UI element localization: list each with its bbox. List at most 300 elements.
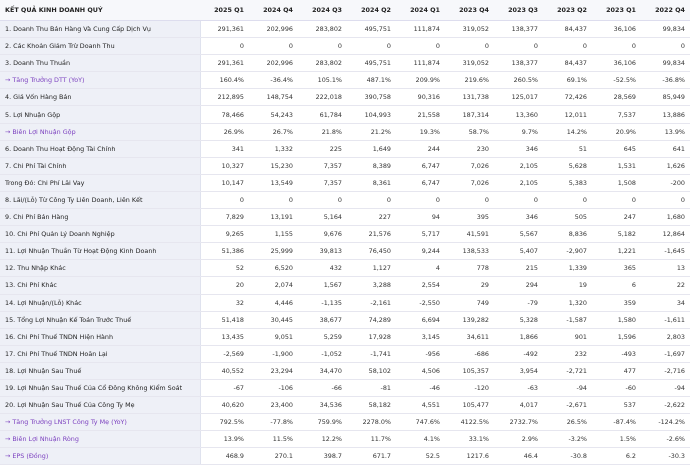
table-body — [0, 21, 690, 465]
table-cell: 6,747 — [396, 174, 445, 191]
table-cell: 0 — [592, 38, 641, 55]
table-cell: 3,288 — [347, 277, 396, 294]
table-cell: -36.4% — [249, 72, 298, 89]
table-cell: 6,747 — [396, 157, 445, 174]
table-cell: 138,377 — [494, 55, 543, 72]
table-cell: -493 — [592, 345, 641, 362]
table-cell: -106 — [249, 379, 298, 396]
table-row — [0, 311, 690, 328]
table-cell: 139,282 — [445, 311, 494, 328]
table-cell: -2,671 — [543, 397, 592, 414]
table-cell: 1,567 — [298, 277, 347, 294]
table-cell: 8,389 — [347, 157, 396, 174]
table-cell: -79 — [494, 294, 543, 311]
table-cell: -67 — [200, 379, 249, 396]
table-cell: 13,886 — [641, 106, 690, 123]
table-cell: 5,164 — [298, 209, 347, 226]
table-cell: 34,611 — [445, 328, 494, 345]
table-cell: 0 — [347, 191, 396, 208]
table-cell: -66 — [298, 379, 347, 396]
table-cell: 4122.5% — [445, 414, 494, 431]
table-cell: 8,361 — [347, 174, 396, 191]
table-cell: 4,506 — [396, 362, 445, 379]
row-label: Trong Đó: Chi Phí Lãi Vay — [0, 174, 200, 191]
table-cell: -1,052 — [298, 345, 347, 362]
table-cell: 40,552 — [200, 362, 249, 379]
table-cell: 7,357 — [298, 174, 347, 191]
table-cell: 2278.0% — [347, 414, 396, 431]
table-cell: 34,470 — [298, 362, 347, 379]
table-cell: 84,437 — [543, 21, 592, 38]
table-cell: 104,993 — [347, 106, 396, 123]
table-cell: 6 — [592, 277, 641, 294]
table-cell: 105.1% — [298, 72, 347, 89]
table-cell: 359 — [592, 294, 641, 311]
table-cell: 36,106 — [592, 21, 641, 38]
table-cell: 19 — [543, 277, 592, 294]
row-label: 18. Lợi Nhuận Sau Thuế — [0, 362, 200, 379]
column-header[interactable]: 2023 Q1 — [592, 0, 641, 21]
table-row — [0, 209, 690, 226]
table-cell: 9,051 — [249, 328, 298, 345]
table-row — [0, 38, 690, 55]
row-label: → Biên Lợi Nhuận Ròng — [0, 431, 200, 448]
table-cell: 225 — [298, 140, 347, 157]
table-cell: 40,620 — [200, 397, 249, 414]
table-row — [0, 328, 690, 345]
table-row — [0, 174, 690, 191]
table-cell: 41,591 — [445, 226, 494, 243]
table-cell: 283,802 — [298, 55, 347, 72]
table-row — [0, 226, 690, 243]
table-cell: 291,361 — [200, 55, 249, 72]
table-cell: 20.9% — [592, 123, 641, 140]
table-cell: 51,386 — [200, 243, 249, 260]
metric-row — [0, 72, 690, 89]
table-cell: 0 — [543, 38, 592, 55]
table-cell: 34 — [641, 294, 690, 311]
table-cell: 13 — [641, 260, 690, 277]
table-cell: 495,751 — [347, 55, 396, 72]
table-cell: 9.7% — [494, 123, 543, 140]
table-cell: 398.7 — [298, 448, 347, 465]
table-cell: 13,191 — [249, 209, 298, 226]
table-cell: 219.6% — [445, 72, 494, 89]
table-cell: 14.2% — [543, 123, 592, 140]
table-cell: 13,360 — [494, 106, 543, 123]
row-label: 11. Lợi Nhuận Thuần Từ Hoạt Động Kinh Doanh — [0, 243, 200, 260]
table-header-row — [0, 0, 690, 21]
column-header[interactable]: 2024 Q1 — [396, 0, 445, 21]
table-cell: -200 — [641, 174, 690, 191]
table-cell: -30.3 — [641, 448, 690, 465]
table-row — [0, 294, 690, 311]
table-cell: 346 — [494, 209, 543, 226]
table-cell: -94 — [641, 379, 690, 396]
table-cell: 25,999 — [249, 243, 298, 260]
table-row — [0, 106, 690, 123]
table-cell: 2,105 — [494, 174, 543, 191]
column-header[interactable]: 2024 Q4 — [249, 0, 298, 21]
table-cell: 0 — [249, 191, 298, 208]
table-cell: 209.9% — [396, 72, 445, 89]
table-cell: 270.1 — [249, 448, 298, 465]
table-cell: 4,446 — [249, 294, 298, 311]
table-cell: 0 — [200, 38, 249, 55]
table-cell: 0 — [396, 191, 445, 208]
table-cell: 1,626 — [641, 157, 690, 174]
table-cell: -36.8% — [641, 72, 690, 89]
table-cell: 0 — [396, 38, 445, 55]
table-cell: -46 — [396, 379, 445, 396]
table-cell: 212,895 — [200, 89, 249, 106]
table-cell: 38,677 — [298, 311, 347, 328]
table-cell: 21.2% — [347, 123, 396, 140]
table-cell: 84,437 — [543, 55, 592, 72]
row-label: 1. Doanh Thu Bán Hàng Và Cung Cấp Dịch Vụ — [0, 21, 200, 38]
row-label: → Tăng Trưởng LNST Công Ty Mẹ (YoY) — [0, 414, 200, 431]
table-cell: 76,450 — [347, 243, 396, 260]
table-cell: 0 — [641, 191, 690, 208]
table-cell: 537 — [592, 397, 641, 414]
table-cell: 2,803 — [641, 328, 690, 345]
table-cell: 111,874 — [396, 55, 445, 72]
table-cell: 17,928 — [347, 328, 396, 345]
table-row — [0, 243, 690, 260]
table-cell: 39,813 — [298, 243, 347, 260]
row-label: → Tăng Trưởng DTT (YoY) — [0, 72, 200, 89]
table-cell: 15,230 — [249, 157, 298, 174]
table-row — [0, 397, 690, 414]
row-label: 16. Chi Phí Thuế TNDN Hiện Hành — [0, 328, 200, 345]
table-cell: -2,569 — [200, 345, 249, 362]
row-label: 14. Lợi Nhuận/(Lỗ) Khác — [0, 294, 200, 311]
table-row — [0, 362, 690, 379]
table-cell: -956 — [396, 345, 445, 362]
table-cell: 105,477 — [445, 397, 494, 414]
table-cell: 58,182 — [347, 397, 396, 414]
column-header[interactable]: 2023 Q2 — [543, 0, 592, 21]
table-cell: 21.8% — [298, 123, 347, 140]
table-cell: 7,026 — [445, 157, 494, 174]
table-cell: 28,569 — [592, 89, 641, 106]
row-label: 4. Giá Vốn Hàng Bán — [0, 89, 200, 106]
row-label: 8. Lãi/(Lỗ) Từ Công Ty Liên Doanh, Liên Kết — [0, 191, 200, 208]
table-cell: 33.1% — [445, 431, 494, 448]
row-label: 12. Thu Nhập Khác — [0, 260, 200, 277]
table-cell: -3.2% — [543, 431, 592, 448]
row-label: 17. Chi Phí Thuế TNDN Hoãn Lại — [0, 345, 200, 362]
table-cell: 319,052 — [445, 55, 494, 72]
table-cell: 26.9% — [200, 123, 249, 140]
table-cell: 477 — [592, 362, 641, 379]
table-cell: 0 — [249, 38, 298, 55]
table-cell: 260.5% — [494, 72, 543, 89]
table-cell: 78,466 — [200, 106, 249, 123]
table-cell: 1,649 — [347, 140, 396, 157]
table-cell: 5,182 — [592, 226, 641, 243]
table-cell: 432 — [298, 260, 347, 277]
table-cell: 1,155 — [249, 226, 298, 243]
row-label: 9. Chi Phí Bán Hàng — [0, 209, 200, 226]
table-cell: 792.5% — [200, 414, 249, 431]
table-cell: -1,587 — [543, 311, 592, 328]
table-cell: 294 — [494, 277, 543, 294]
table-cell: 5,567 — [494, 226, 543, 243]
table-cell: 23,294 — [249, 362, 298, 379]
table-cell: 74,289 — [347, 311, 396, 328]
table-cell: 9,265 — [200, 226, 249, 243]
row-label: 6. Doanh Thu Hoạt Động Tài Chính — [0, 140, 200, 157]
row-label: 10. Chi Phí Quản Lý Doanh Nghiệp — [0, 226, 200, 243]
table-cell: 131,738 — [445, 89, 494, 106]
table-cell: 227 — [347, 209, 396, 226]
table-cell: 1,320 — [543, 294, 592, 311]
metric-row — [0, 431, 690, 448]
table-cell: 749 — [445, 294, 494, 311]
table-cell: 29 — [445, 277, 494, 294]
table-cell: 125,017 — [494, 89, 543, 106]
row-label: 20. Lợi Nhuận Sau Thuế Của Công Ty Mẹ — [0, 397, 200, 414]
table-cell: 1,339 — [543, 260, 592, 277]
table-cell: 46.4 — [494, 448, 543, 465]
table-cell: 0 — [641, 38, 690, 55]
table-cell: 138,377 — [494, 21, 543, 38]
table-cell: 36,106 — [592, 55, 641, 72]
table-cell: -63 — [494, 379, 543, 396]
metric-row — [0, 448, 690, 465]
table-cell: 85,949 — [641, 89, 690, 106]
table-cell: 12,864 — [641, 226, 690, 243]
table-cell: 1217.6 — [445, 448, 494, 465]
table-cell: 1,866 — [494, 328, 543, 345]
table-cell: 4,017 — [494, 397, 543, 414]
table-cell: 319,052 — [445, 21, 494, 38]
table-cell: 5,259 — [298, 328, 347, 345]
table-cell: -77.8% — [249, 414, 298, 431]
table-cell: 2,554 — [396, 277, 445, 294]
table-cell: -94 — [543, 379, 592, 396]
table-cell: 20 — [200, 277, 249, 294]
table-cell: 341 — [200, 140, 249, 157]
table-cell: 72,426 — [543, 89, 592, 106]
table-cell: 61,784 — [298, 106, 347, 123]
table-cell: 390,758 — [347, 89, 396, 106]
row-label: 7. Chi Phí Tài Chính — [0, 157, 200, 174]
table-row — [0, 277, 690, 294]
table-cell: 1,580 — [592, 311, 641, 328]
table-cell: -2,622 — [641, 397, 690, 414]
row-label: 15. Tổng Lợi Nhuận Kế Toán Trước Thuế — [0, 311, 200, 328]
table-row — [0, 140, 690, 157]
table-cell: -1,645 — [641, 243, 690, 260]
table-cell: 13,549 — [249, 174, 298, 191]
table-row — [0, 345, 690, 362]
table-cell: 160.4% — [200, 72, 249, 89]
row-label: 2. Các Khoản Giảm Trừ Doanh Thu — [0, 38, 200, 55]
table-cell: 5,328 — [494, 311, 543, 328]
table-cell: 10,147 — [200, 174, 249, 191]
table-cell: 187,314 — [445, 106, 494, 123]
table-cell: 52.5 — [396, 448, 445, 465]
table-cell: 51 — [543, 140, 592, 157]
table-cell: 6,694 — [396, 311, 445, 328]
table-cell: 138,533 — [445, 243, 494, 260]
table-cell: 291,361 — [200, 21, 249, 38]
table-cell: 54,243 — [249, 106, 298, 123]
table-cell: 10,327 — [200, 157, 249, 174]
table-cell: 7,357 — [298, 157, 347, 174]
table-cell: 5,717 — [396, 226, 445, 243]
table-cell: 230 — [445, 140, 494, 157]
table-cell: 0 — [494, 38, 543, 55]
table-cell: 0 — [592, 191, 641, 208]
table-cell: 0 — [543, 191, 592, 208]
table-cell: 3,145 — [396, 328, 445, 345]
column-header[interactable]: 2024 Q2 — [347, 0, 396, 21]
table-cell: 232 — [543, 345, 592, 362]
table-cell: 495,751 — [347, 21, 396, 38]
table-cell: 34,536 — [298, 397, 347, 414]
table-cell: 283,802 — [298, 21, 347, 38]
table-cell: 2732.7% — [494, 414, 543, 431]
table-cell: 365 — [592, 260, 641, 277]
table-cell: -686 — [445, 345, 494, 362]
table-cell: 1,508 — [592, 174, 641, 191]
row-label: 13. Chi Phí Khác — [0, 277, 200, 294]
table-cell: 6,520 — [249, 260, 298, 277]
table-cell: -87.4% — [592, 414, 641, 431]
table-cell: 215 — [494, 260, 543, 277]
column-header[interactable]: 2022 Q4 — [641, 0, 690, 21]
table-cell: 2.9% — [494, 431, 543, 448]
table-cell: 13,435 — [200, 328, 249, 345]
table-cell: 9,676 — [298, 226, 347, 243]
table-cell: 9,244 — [396, 243, 445, 260]
table-cell: -2,721 — [543, 362, 592, 379]
table-row — [0, 157, 690, 174]
table-cell: 4,551 — [396, 397, 445, 414]
table-cell: 0 — [298, 38, 347, 55]
table-cell: 641 — [641, 140, 690, 157]
table-cell: 4.1% — [396, 431, 445, 448]
table-cell: 759.9% — [298, 414, 347, 431]
table-cell: -2,550 — [396, 294, 445, 311]
column-header[interactable]: 2024 Q3 — [298, 0, 347, 21]
table-cell: 1,221 — [592, 243, 641, 260]
table-cell: 21,576 — [347, 226, 396, 243]
table-cell: 671.7 — [347, 448, 396, 465]
table-cell: 99,834 — [641, 21, 690, 38]
row-label: 5. Lợi Nhuận Gộp — [0, 106, 200, 123]
metric-row — [0, 414, 690, 431]
table-cell: 26.7% — [249, 123, 298, 140]
table-cell: -81 — [347, 379, 396, 396]
table-cell: -1,611 — [641, 311, 690, 328]
table-cell: 90,316 — [396, 89, 445, 106]
table-cell: -492 — [494, 345, 543, 362]
table-row — [0, 55, 690, 72]
table-cell: -1,135 — [298, 294, 347, 311]
table-cell: 0 — [200, 191, 249, 208]
table-cell: 1.5% — [592, 431, 641, 448]
row-label: 19. Lợi Nhuận Sau Thuế Của Cổ Đông Không Kiểm Soát — [0, 379, 200, 396]
table-cell: 26.5% — [543, 414, 592, 431]
table-cell: 148,754 — [249, 89, 298, 106]
table-cell: 247 — [592, 209, 641, 226]
table-cell: 202,996 — [249, 55, 298, 72]
table-cell: 645 — [592, 140, 641, 157]
table-cell: 1,127 — [347, 260, 396, 277]
column-header[interactable]: 2025 Q1 — [200, 0, 249, 21]
table-cell: 7,026 — [445, 174, 494, 191]
table-cell: 2,074 — [249, 277, 298, 294]
row-label: 3. Doanh Thu Thuần — [0, 55, 200, 72]
table-cell: 7,537 — [592, 106, 641, 123]
table-cell: 52 — [200, 260, 249, 277]
table-cell: -124.2% — [641, 414, 690, 431]
column-header[interactable]: 2023 Q4 — [445, 0, 494, 21]
table-cell: 747.6% — [396, 414, 445, 431]
table-cell: 0 — [298, 191, 347, 208]
table-cell: 30,445 — [249, 311, 298, 328]
table-cell: -1,900 — [249, 345, 298, 362]
table-cell: 778 — [445, 260, 494, 277]
table-cell: 23,400 — [249, 397, 298, 414]
table-cell: 11.5% — [249, 431, 298, 448]
table-cell: 1,332 — [249, 140, 298, 157]
table-cell: 1,531 — [592, 157, 641, 174]
table-cell: 58,102 — [347, 362, 396, 379]
row-label: → EPS (Đồng) — [0, 448, 200, 465]
table-cell: 0 — [445, 38, 494, 55]
table-cell: -52.5% — [592, 72, 641, 89]
table-cell: -60 — [592, 379, 641, 396]
table-cell: -1,741 — [347, 345, 396, 362]
table-cell: 7,829 — [200, 209, 249, 226]
table-cell: 21,558 — [396, 106, 445, 123]
table-cell: 222,018 — [298, 89, 347, 106]
table-cell: 12,011 — [543, 106, 592, 123]
table-cell: 5,407 — [494, 243, 543, 260]
table-cell: -30.8 — [543, 448, 592, 465]
table-cell: 395 — [445, 209, 494, 226]
table-cell: 111,874 — [396, 21, 445, 38]
table-cell: 202,996 — [249, 21, 298, 38]
table-cell: 69.1% — [543, 72, 592, 89]
table-cell: 5,383 — [543, 174, 592, 191]
table-cell: 94 — [396, 209, 445, 226]
table-cell: -1,697 — [641, 345, 690, 362]
table-cell: 505 — [543, 209, 592, 226]
table-cell: 13.9% — [641, 123, 690, 140]
column-header[interactable]: 2023 Q3 — [494, 0, 543, 21]
table-cell: -120 — [445, 379, 494, 396]
table-cell: 2,105 — [494, 157, 543, 174]
table-cell: 1,596 — [592, 328, 641, 345]
table-cell: 0 — [494, 191, 543, 208]
table-cell: 12.2% — [298, 431, 347, 448]
table-cell: -2,907 — [543, 243, 592, 260]
table-cell: 6.2 — [592, 448, 641, 465]
row-label: → Biên Lợi Nhuận Gộp — [0, 123, 200, 140]
table-cell: -2,161 — [347, 294, 396, 311]
table-cell: 8,836 — [543, 226, 592, 243]
table-cell: 346 — [494, 140, 543, 157]
table-cell: 105,357 — [445, 362, 494, 379]
table-cell: 901 — [543, 328, 592, 345]
table-title: KẾT QUẢ KINH DOANH QUÝ — [0, 0, 200, 21]
